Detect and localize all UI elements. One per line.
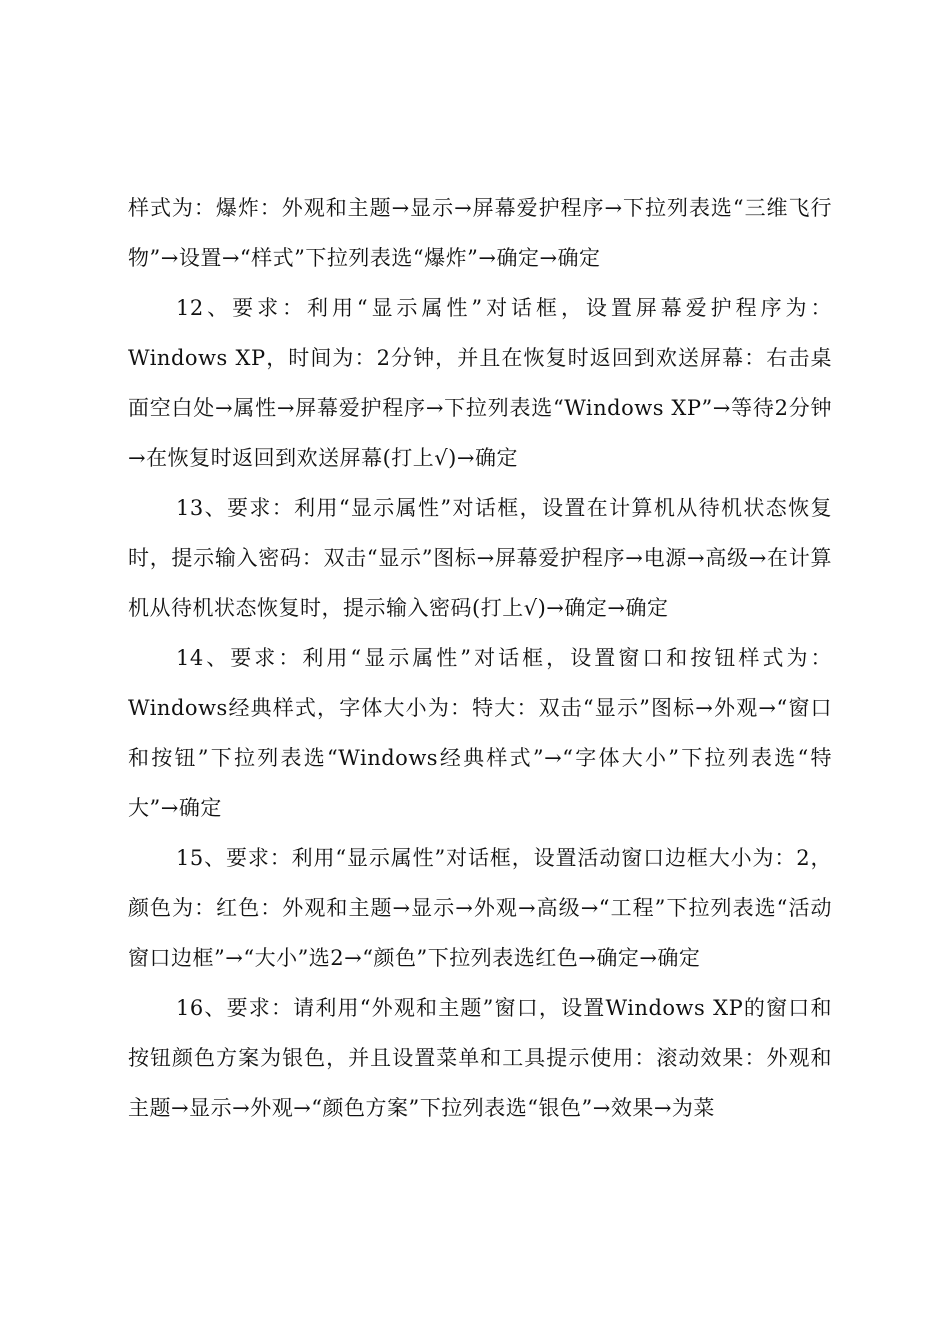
paragraph-item-15: 15、要求：利用“显示属性”对话框，设置活动窗口边框大小为：2，颜色为：红色：外观和主题→显示→外观→高级→“工程”下拉列表选“活动窗口边框”→“大小”选2→“颜色”下拉列表选红色→确定→确定 — [128, 846, 832, 970]
paragraph-item-16: 16、要求：请利用“外观和主题”窗口，设置Windows XP的窗口和按钮颜色方案为银色，并且设置菜单和工具提示使用：滚动效果：外观和主题→显示→外观→“颜色方案”下拉列表选“银色”→效果→为菜 — [128, 996, 832, 1120]
document-body — [128, 183, 832, 1133]
paragraph-item-13: 13、要求：利用“显示属性”对话框，设置在计算机从待机状态恢复时，提示输入密码：双击“显示”图标→屏幕爱护程序→电源→高级→在计算机从待机状态恢复时，提示输入密码(打上√)→确定→确定 — [128, 496, 832, 620]
paragraph-continuation: 样式为：爆炸：外观和主题→显示→屏幕爱护程序→下拉列表选“三维飞行物”→设置→“样式”下拉列表选“爆炸”→确定→确定 — [128, 196, 832, 270]
paragraph-item-12: 12、要求：利用“显示属性”对话框，设置屏幕爱护程序为：Windows XP，时间为：2分钟，并且在恢复时返回到欢送屏幕：右击桌面空白处→属性→屏幕爱护程序→下拉列表选“Windows XP”→等待2分钟→在恢复时返回到欢送屏幕(打上√)→确定 — [128, 296, 832, 470]
paragraph-item-14: 14、要求：利用“显示属性”对话框，设置窗口和按钮样式为：Windows经典样式，字体大小为：特大：双击“显示”图标→外观→“窗口和按钮”下拉列表选“Windows经典样式”→“字体大小”下拉列表选“特大”→确定 — [128, 646, 832, 820]
